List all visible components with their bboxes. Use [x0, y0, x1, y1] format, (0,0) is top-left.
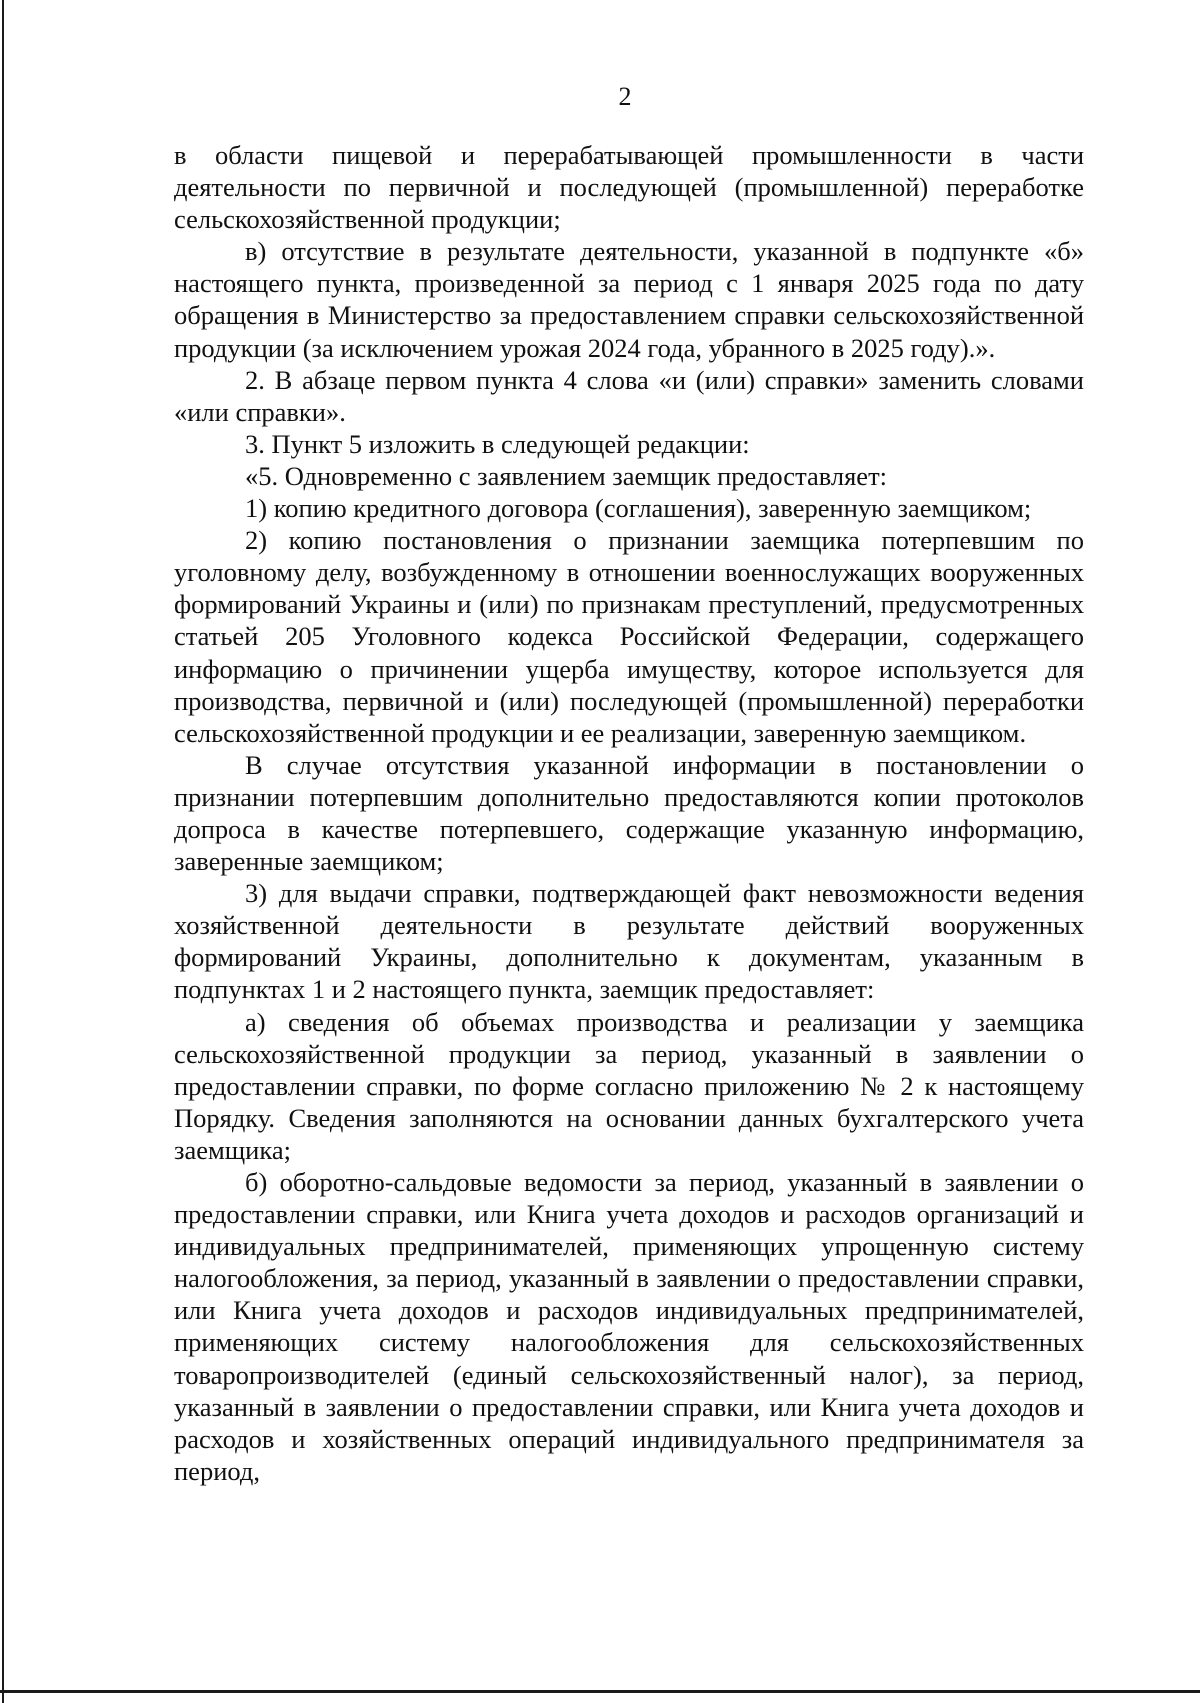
- scan-edge-left: [2, 0, 4, 1703]
- paragraph-subitem-2: 2) копию постановления о признании заемщика потерпевшим по уголовному делу, возбужденному в отношении военнослужащих вооруженных формирований Украины и (или) по признакам преступлений, предусмотренных статьей 205 Уголовного кодекса Российской Федерации, содержащего информацию о причинении ущерба имуществу, которое используется для производства, первичной и (или) последующей (промышленной) переработки сельскохозяйственной продукции и ее реализации, заверенную заемщиком.: [174, 525, 1084, 748]
- paragraph-subitem-3: 3) для выдачи справки, подтверждающей факт невозможности ведения хозяйственной деятельности в результате действий вооруженных формирований Украины, дополнительно к документам, указанным в подпунктах 1 и 2 настоящего пункта, заемщик предоставляет:: [174, 878, 1084, 1005]
- paragraph-absence-case: В случае отсутствия указанной информации в постановлении о признании потерпевшим дополнительно предоставляются копии протоколов допроса в качестве потерпевшего, содержащие указанную информацию, заверенные заемщиком;: [174, 749, 1084, 877]
- paragraph-subitem-v: в) отсутствие в результате деятельности, указанной в подпункте «б» настоящего пункта, произведенной за период с 1 января 2025 года по дату обращения в Министерство за предоставлением справки сельскохозяйственной продукции (за исключением урожая 2024 года, убранного в 2025 году).».: [174, 236, 1084, 363]
- paragraph-item-5-intro: «5. Одновременно с заявлением заемщик предоставляет:: [245, 460, 888, 491]
- paragraph-subitem-1: 1) копию кредитного договора (соглашения), заверенную заемщиком;: [245, 493, 1032, 524]
- document-body: [174, 139, 1084, 1487]
- paragraph-continuation: в области пищевой и перерабатывающей промышленности в части деятельности по первичной и последующей (промышленной) переработке сельскохозяйственной продукции;: [174, 140, 1084, 235]
- page-number: 2: [618, 82, 632, 111]
- scan-edge-bottom: [0, 1690, 1200, 1693]
- paragraph-item-2: 2. В абзаце первом пункта 4 слова «и (или) справки» заменить словами «или справки».: [174, 364, 1084, 427]
- paragraph-subitem-a: а) сведения об объемах производства и реализации у заемщика сельскохозяйственной продукции за период, указанный в заявлении о предоставлении справки, по форме согласно приложению № 2 к настоящему Порядку. Сведения заполняются на основании данных бухгалтерского учета заемщика;: [174, 1006, 1084, 1165]
- paragraph-item-3: 3. Пункт 5 изложить в следующей редакции:: [245, 428, 750, 459]
- paragraph-subitem-b: б) оборотно-сальдовые ведомости за период, указанный в заявлении о предоставлении справки, или Книга учета доходов и расходов организаций и индивидуальных предпринимателей, применяющих упрощенную систему налогообложения, за период, указанный в заявлении о предоставлении справки, или Книга учета доходов и расходов индивидуальных предпринимателей, применяющих систему налогообложения для сельскохозяйственных товаропроизводителей (единый сельскохозяйственный налог), за период, указанный в заявлении о предоставлении справки, или Книга учета доходов и расходов и хозяйственных операций индивидуального предпринимателя за период,: [174, 1167, 1084, 1486]
